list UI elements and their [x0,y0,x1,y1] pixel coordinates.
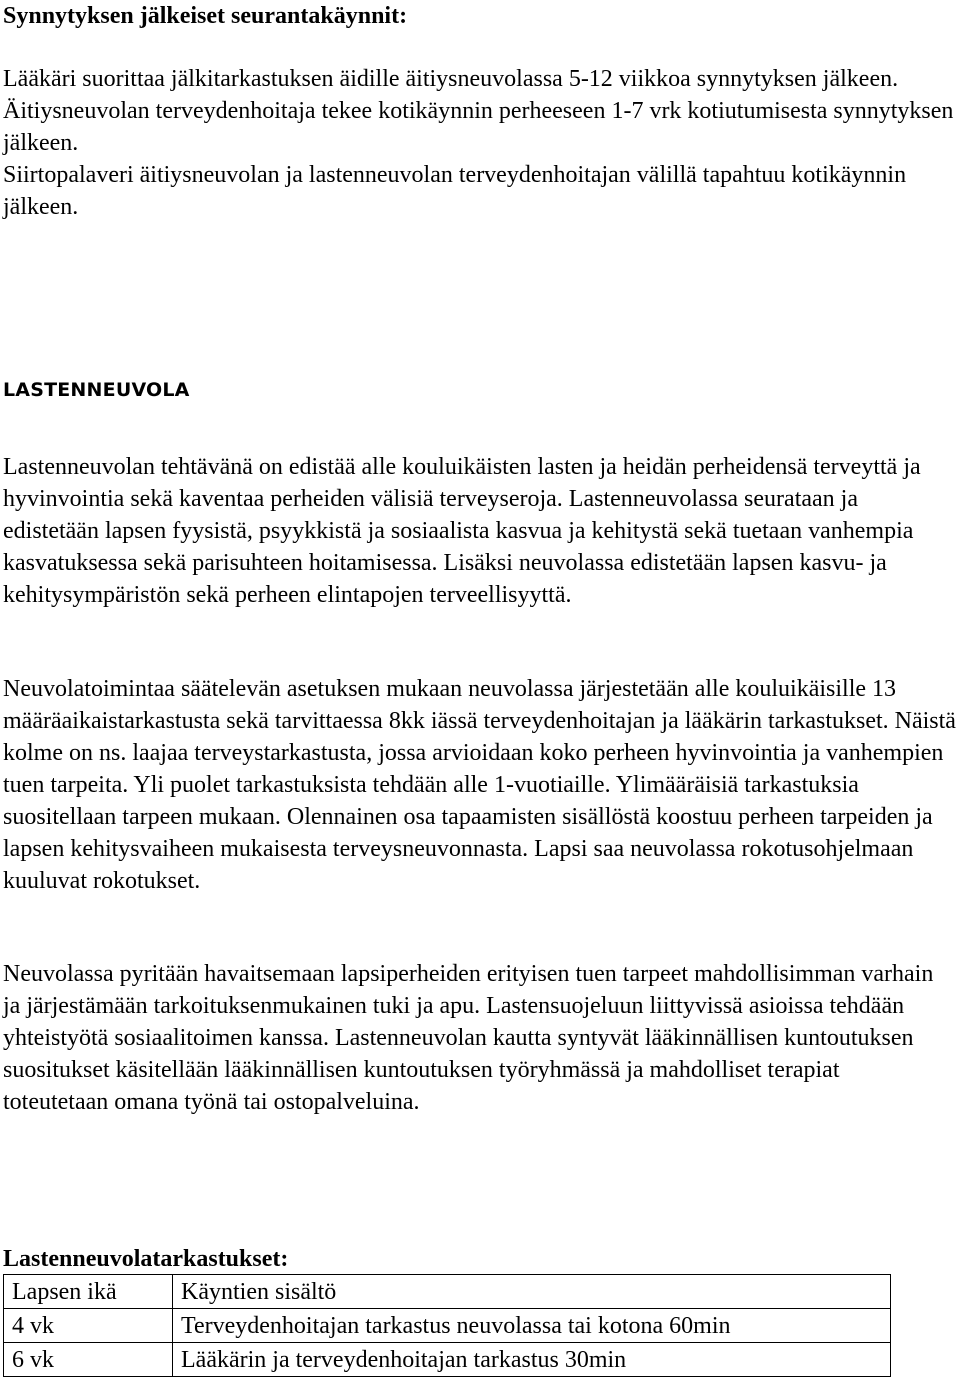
table-cell-age: 4 vk [4,1309,173,1343]
followup-heading: Synnytyksen jälkeiset seurantakäynnit: [3,3,408,29]
table-header-content: Käyntien sisältö [173,1275,891,1309]
checkups-heading: Lastenneuvolatarkastukset: [3,1246,289,1272]
table-header-age: Lapsen ikä [4,1275,173,1309]
followup-line-2: Äitiysneuvolan terveydenhoitaja tekee kotikäynnin perheeseen 1-7 vrk kotiutumisesta synnytyksen jälkeen. [3,98,954,156]
lastenneuvola-paragraph-1: Lastenneuvolan tehtävänä on edistää alle kouluikäisten lasten ja heidän perheidensä terveyttä ja hyvinvointia sekä kaventaa perheiden välisiä terveyseroja. Lastenneuvolassa seurataan ja edistetään lapsen fyysistä, psyykkistä ja sosiaalista kasvua ja kehitystä sekä tuetaan vanhempia kasvatuksessa sekä parisuhteen hoitamisessa. Lisäksi neuvolassa edistetään lapsen kasvu- ja kehitysympäristön sekä perheen elintapojen terveellisyyttä. [3,454,921,608]
lastenneuvola-section [3,376,958,404]
table-row [4,1309,891,1343]
table-row [4,1343,891,1377]
table-cell-content: Terveydenhoitajan tarkastus neuvolassa tai kotona 60min [173,1309,891,1343]
table-cell-content: Lääkärin ja terveydenhoitajan tarkastus 30min [173,1343,891,1377]
lastenneuvola-heading: LASTENNEUVOLA [3,379,190,401]
table-cell-age: 6 vk [4,1343,173,1377]
lastenneuvola-paragraph-2: Neuvolatoimintaa säätelevän asetuksen mukaan neuvolassa järjestetään alle kouluikäisille 13 määräaikaistarkastusta sekä tarvittaessa 8kk iässä terveydenhoitajan ja lääkärin tarkastukset. Näistä kolme on ns. laajaa terveystarkastusta, jossa arvioidaan koko perheen hyvinvointia ja vanhempien tuen tarpeita. Yli puolet tarkastuksista tehdään alle 1-vuotiaille. Ylimääräisiä tarkastuksia suositellaan tarpeen mukaan. Olennainen osa tapaamisten sisällöstä koostuu perheen tarpeiden ja lapsen kehitysvaiheen mukaisesta terveysneuvonnasta. Lapsi saa neuvolassa rokotusohjelmaan kuuluvat rokotukset. [3,676,956,894]
checkups-section [3,1244,953,1377]
table-header-row [4,1275,891,1309]
checkups-table [3,1274,891,1377]
followup-line-1: Lääkäri suorittaa jälkitarkastuksen äidille äitiysneuvolassa 5-12 viikkoa synnytyksen jälkeen. [3,66,899,92]
followup-section [3,0,958,223]
lastenneuvola-paragraph-3: Neuvolassa pyritään havaitsemaan lapsiperheiden erityisen tuen tarpeet mahdollisimman varhain ja järjestämään tarkoituksenmukainen tuki ja apu. Lastensuojeluun liittyvissä asioissa tehdään yhteistyötä sosiaalitoimen kanssa. Lastenneuvolan kautta syntyvät lääkinnällisen kuntoutuksen suositukset käsitellään lääkinnällisen kuntoutuksen työryhmässä ja mahdolliset terapiat toteutetaan omana työnä tai ostopalveluina. [3,961,934,1115]
followup-line-3: Siirtopalaveri äitiysneuvolan ja lastenneuvolan terveydenhoitajan välillä tapahtuu kotikäynnin jälkeen. [3,162,907,220]
